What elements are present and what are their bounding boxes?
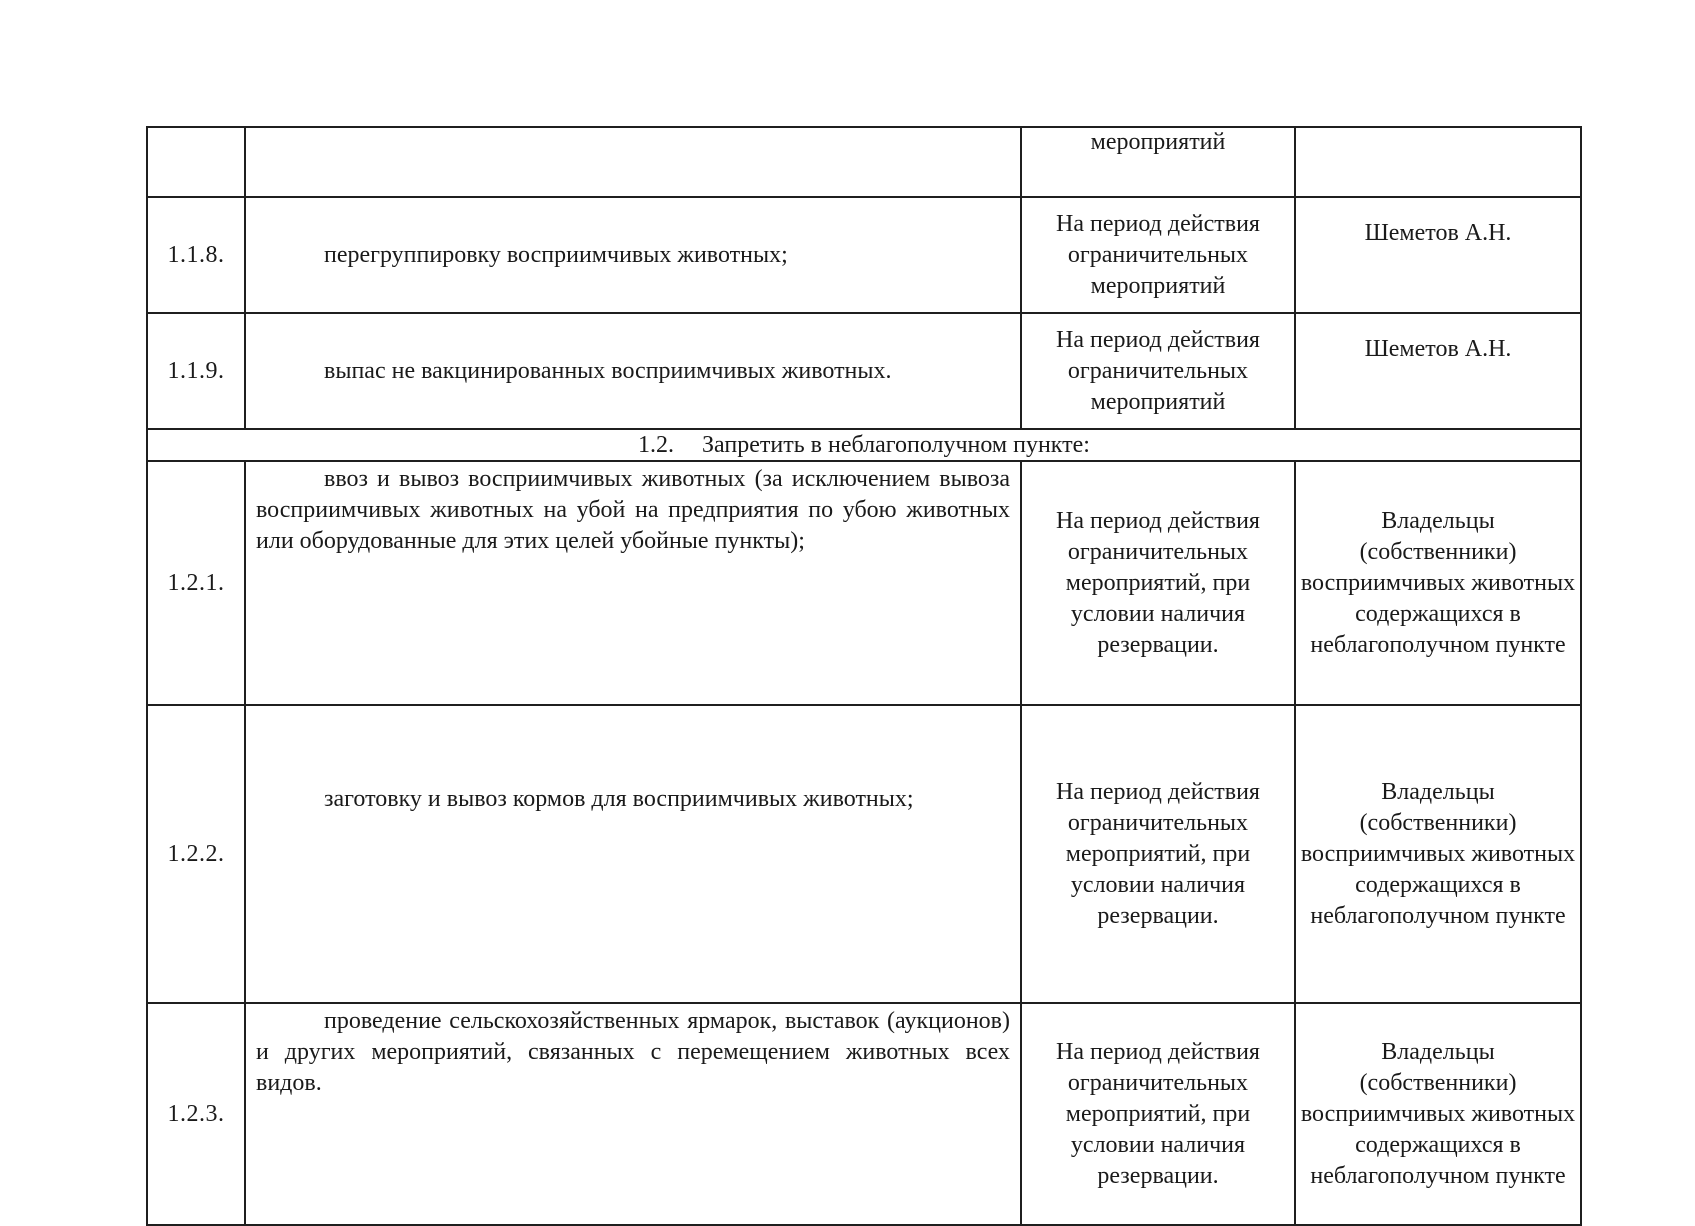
section-number: 1.2. — [638, 432, 675, 458]
table-row — [147, 127, 1581, 197]
measure-text-cell — [245, 461, 1021, 705]
measure-text-cell: заготовку и вывоз кормов для восприимчивых животных; — [245, 705, 1021, 1003]
responsible-cell: Шеметов А.Н. — [1295, 313, 1581, 429]
table-row — [147, 197, 1581, 313]
table-row — [147, 461, 1581, 705]
term-cell: На период действия ограничительных мероприятий, при условии наличия резервации. — [1021, 705, 1295, 1003]
responsible-cell: Владельцы (собственники) восприимчивых животных содержащихся в неблагополучном пункте — [1295, 461, 1581, 705]
section-heading-cell — [147, 429, 1581, 461]
table-row — [147, 313, 1581, 429]
row-number-cell: 1.2.3. — [147, 1003, 245, 1225]
section-title: Запретить в неблагополучном пункте: — [702, 432, 1090, 458]
row-number-cell: 1.1.8. — [147, 197, 245, 313]
term-cell: мероприятий — [1021, 127, 1295, 197]
section-row — [147, 429, 1581, 461]
row-number-cell — [147, 127, 245, 197]
term-cell: На период действия ограничительных мероприятий, при условии наличия резервации. — [1021, 1003, 1295, 1225]
row-number-cell: 1.2.2. — [147, 705, 245, 1003]
term-cell: На период действия ограничительных мероприятий, при условии наличия резервации. — [1021, 461, 1295, 705]
term-cell: На период действия ограничительных мероприятий — [1021, 197, 1295, 313]
row-number-cell: 1.2.1. — [147, 461, 245, 705]
row-number-cell: 1.1.9. — [147, 313, 245, 429]
responsible-cell — [1295, 127, 1581, 197]
measure-text: проведение сельскохозяйственных ярмарок, выставок (аукционов) и других мероприятий, связанных с перемещением животных всех видов. — [256, 1008, 1010, 1096]
table-row — [147, 1003, 1581, 1225]
responsible-cell: Владельцы (собственники) восприимчивых животных содержащихся в неблагополучном пункте — [1295, 1003, 1581, 1225]
measure-text-cell: выпас не вакцинированных восприимчивых животных. — [245, 313, 1021, 429]
term-cell: На период действия ограничительных мероприятий — [1021, 313, 1295, 429]
measures-table — [146, 126, 1582, 1226]
measure-text-cell — [245, 127, 1021, 197]
measure-text: ввоз и вывоз восприимчивых животных (за исключением вывоза восприимчивых животных на убой на предприятия по убою животных или оборудованные для этих целей убойные пункты); — [256, 466, 1010, 554]
responsible-cell: Шеметов А.Н. — [1295, 197, 1581, 313]
responsible-cell: Владельцы (собственники) восприимчивых животных содержащихся в неблагополучном пункте — [1295, 705, 1581, 1003]
table-row — [147, 705, 1581, 1003]
measure-text-cell: перегруппировку восприимчивых животных; — [245, 197, 1021, 313]
measure-text-cell — [245, 1003, 1021, 1225]
